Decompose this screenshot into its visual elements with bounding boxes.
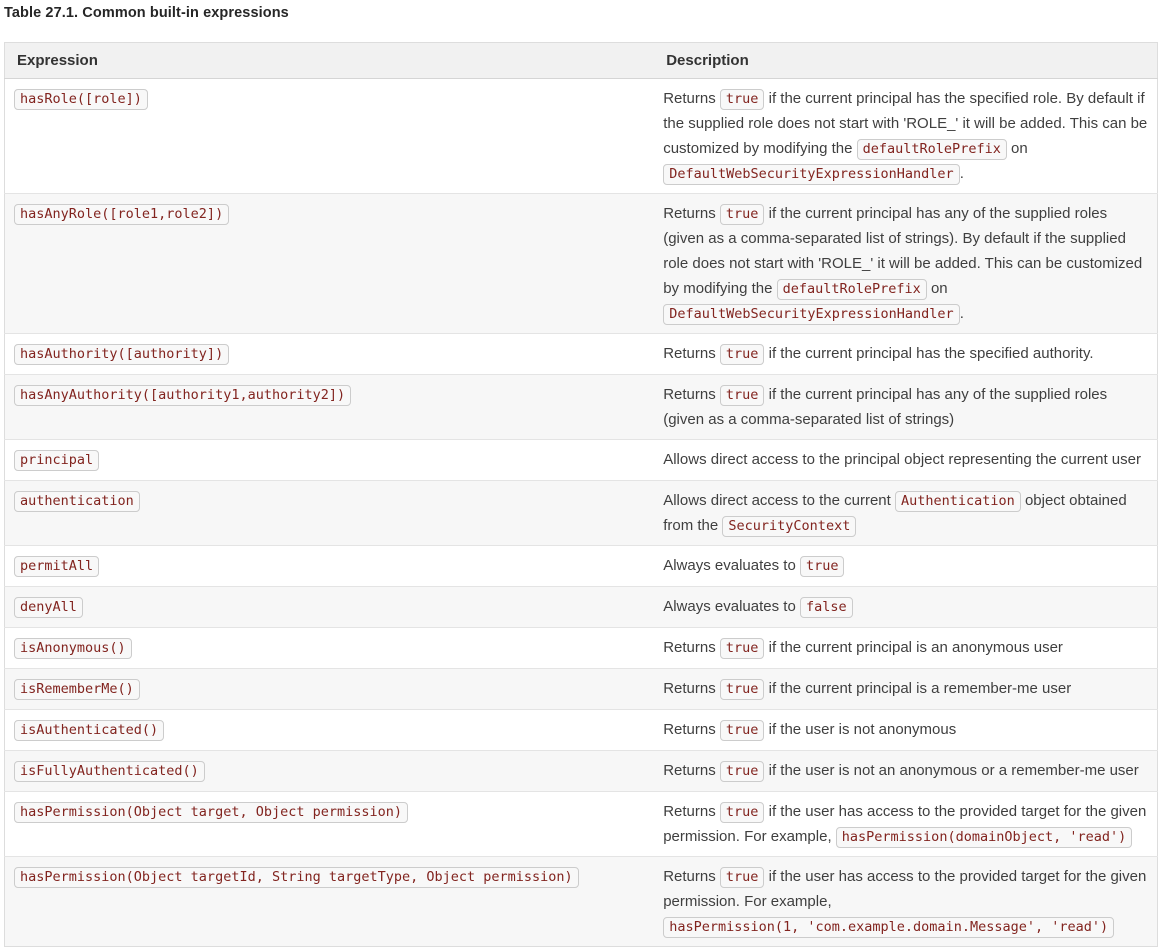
description-cell — [654, 375, 1157, 440]
inline-code: true — [720, 679, 765, 700]
expression-code: hasAnyRole([role1,role2]) — [14, 204, 229, 225]
description-text: if the current principal has any of the supplied roles (given as a comma-separated list of strings) — [663, 386, 1108, 428]
expression-cell — [5, 440, 655, 481]
description-text: . — [959, 165, 964, 182]
table-row — [5, 334, 1158, 375]
table-row — [5, 669, 1158, 710]
description-text: Always evaluates to — [663, 557, 800, 574]
table-row — [5, 79, 1158, 194]
inline-code: defaultRolePrefix — [777, 279, 927, 300]
column-header-expression: Expression — [5, 43, 655, 79]
table-row — [5, 628, 1158, 669]
table-row — [5, 375, 1158, 440]
expression-code: hasRole([role]) — [14, 89, 148, 110]
expression-cell — [5, 669, 655, 710]
table-row — [5, 546, 1158, 587]
inline-code: true — [720, 867, 765, 888]
expressions-table — [4, 42, 1158, 947]
inline-code: Authentication — [895, 491, 1021, 512]
table-row — [5, 710, 1158, 751]
expression-code: hasAnyAuthority([authority1,authority2]) — [14, 385, 351, 406]
table-row — [5, 440, 1158, 481]
description-text: object obtained from the — [663, 492, 1127, 534]
inline-code: true — [720, 802, 765, 823]
expression-cell — [5, 628, 655, 669]
inline-code: true — [720, 344, 765, 365]
description-cell — [654, 194, 1157, 334]
description-text: Returns — [663, 721, 720, 738]
expression-code: hasPermission(Object target, Object permission) — [14, 802, 408, 823]
inline-code: false — [800, 597, 853, 618]
description-text: Always evaluates to — [663, 598, 800, 615]
description-cell — [654, 79, 1157, 194]
expression-cell — [5, 710, 655, 751]
description-text: Allows direct access to the principal object representing the current user — [663, 451, 1141, 468]
description-text: if the user is not an anonymous or a remember-me user — [764, 762, 1139, 779]
expression-cell — [5, 546, 655, 587]
expression-cell — [5, 751, 655, 792]
column-header-description: Description — [654, 43, 1157, 79]
table-row — [5, 481, 1158, 546]
description-cell — [654, 669, 1157, 710]
expression-code: isFullyAuthenticated() — [14, 761, 205, 782]
expression-code: principal — [14, 450, 99, 471]
expression-cell — [5, 375, 655, 440]
description-text: Allows direct access to the current — [663, 492, 895, 509]
description-text: Returns — [663, 803, 720, 820]
description-cell — [654, 751, 1157, 792]
table-row — [5, 587, 1158, 628]
inline-code: true — [720, 761, 765, 782]
table-row — [5, 751, 1158, 792]
inline-code: defaultRolePrefix — [857, 139, 1007, 160]
description-text: if the user is not anonymous — [764, 721, 957, 738]
inline-code: hasPermission(domainObject, 'read') — [836, 827, 1132, 848]
inline-code: true — [720, 89, 765, 110]
description-text: Returns — [663, 868, 720, 885]
expression-code: hasPermission(Object targetId, String targetType, Object permission) — [14, 867, 579, 888]
description-text: Returns — [663, 762, 720, 779]
expression-cell — [5, 587, 655, 628]
expression-cell — [5, 481, 655, 546]
description-text: if the user has access to the provided target for the given permission. For example, — [663, 868, 1147, 910]
table-row — [5, 194, 1158, 334]
description-cell — [654, 710, 1157, 751]
description-cell — [654, 628, 1157, 669]
description-text: Returns — [663, 639, 720, 656]
expression-cell — [5, 194, 655, 334]
header-row — [5, 43, 1158, 79]
expression-code: isAuthenticated() — [14, 720, 164, 741]
inline-code: true — [720, 385, 765, 406]
description-text: if the current principal has any of the supplied roles (given as a comma-separated list of strings). By default if the supplied role does not start with 'ROLE_' it will be added. This can be customized by modifying the — [663, 205, 1143, 297]
inline-code: hasPermission(1, 'com.example.domain.Message', 'read') — [663, 917, 1114, 938]
description-cell — [654, 546, 1157, 587]
description-cell — [654, 334, 1157, 375]
expression-cell — [5, 792, 655, 857]
description-cell — [654, 792, 1157, 857]
table-body — [5, 79, 1158, 947]
description-cell — [654, 587, 1157, 628]
inline-code: true — [720, 720, 765, 741]
inline-code: true — [720, 638, 765, 659]
description-text: on — [926, 280, 948, 297]
expression-cell — [5, 79, 655, 194]
expression-code: permitAll — [14, 556, 99, 577]
expression-cell — [5, 334, 655, 375]
description-text: if the user has access to the provided target for the given permission. For example, — [663, 803, 1147, 845]
description-text: Returns — [663, 90, 720, 107]
inline-code: true — [800, 556, 845, 577]
description-text: if the current principal is a remember-me user — [764, 680, 1072, 697]
description-text: Returns — [663, 345, 720, 362]
inline-code: SecurityContext — [722, 516, 856, 537]
table-caption: Table 27.1. Common built-in expressions — [4, 5, 289, 21]
expression-code: authentication — [14, 491, 140, 512]
expression-code: hasAuthority([authority]) — [14, 344, 229, 365]
expression-code: isRememberMe() — [14, 679, 140, 700]
description-text: if the current principal has the specified authority. — [764, 345, 1094, 362]
expression-code: isAnonymous() — [14, 638, 132, 659]
description-cell — [654, 440, 1157, 481]
expression-code: denyAll — [14, 597, 83, 618]
inline-code: DefaultWebSecurityExpressionHandler — [663, 164, 959, 185]
description-cell — [654, 481, 1157, 546]
inline-code: true — [720, 204, 765, 225]
inline-code: DefaultWebSecurityExpressionHandler — [663, 304, 959, 325]
description-text: . — [959, 305, 964, 322]
description-text: if the current principal has the specified role. By default if the supplied role does not start with 'ROLE_' it will be added. This can be customized by modifying the — [663, 90, 1148, 157]
description-text: Returns — [663, 386, 720, 403]
description-text: on — [1006, 140, 1028, 157]
table-row — [5, 792, 1158, 857]
description-text: Returns — [663, 205, 720, 222]
description-text: Returns — [663, 680, 720, 697]
description-text: if the current principal is an anonymous user — [764, 639, 1063, 656]
